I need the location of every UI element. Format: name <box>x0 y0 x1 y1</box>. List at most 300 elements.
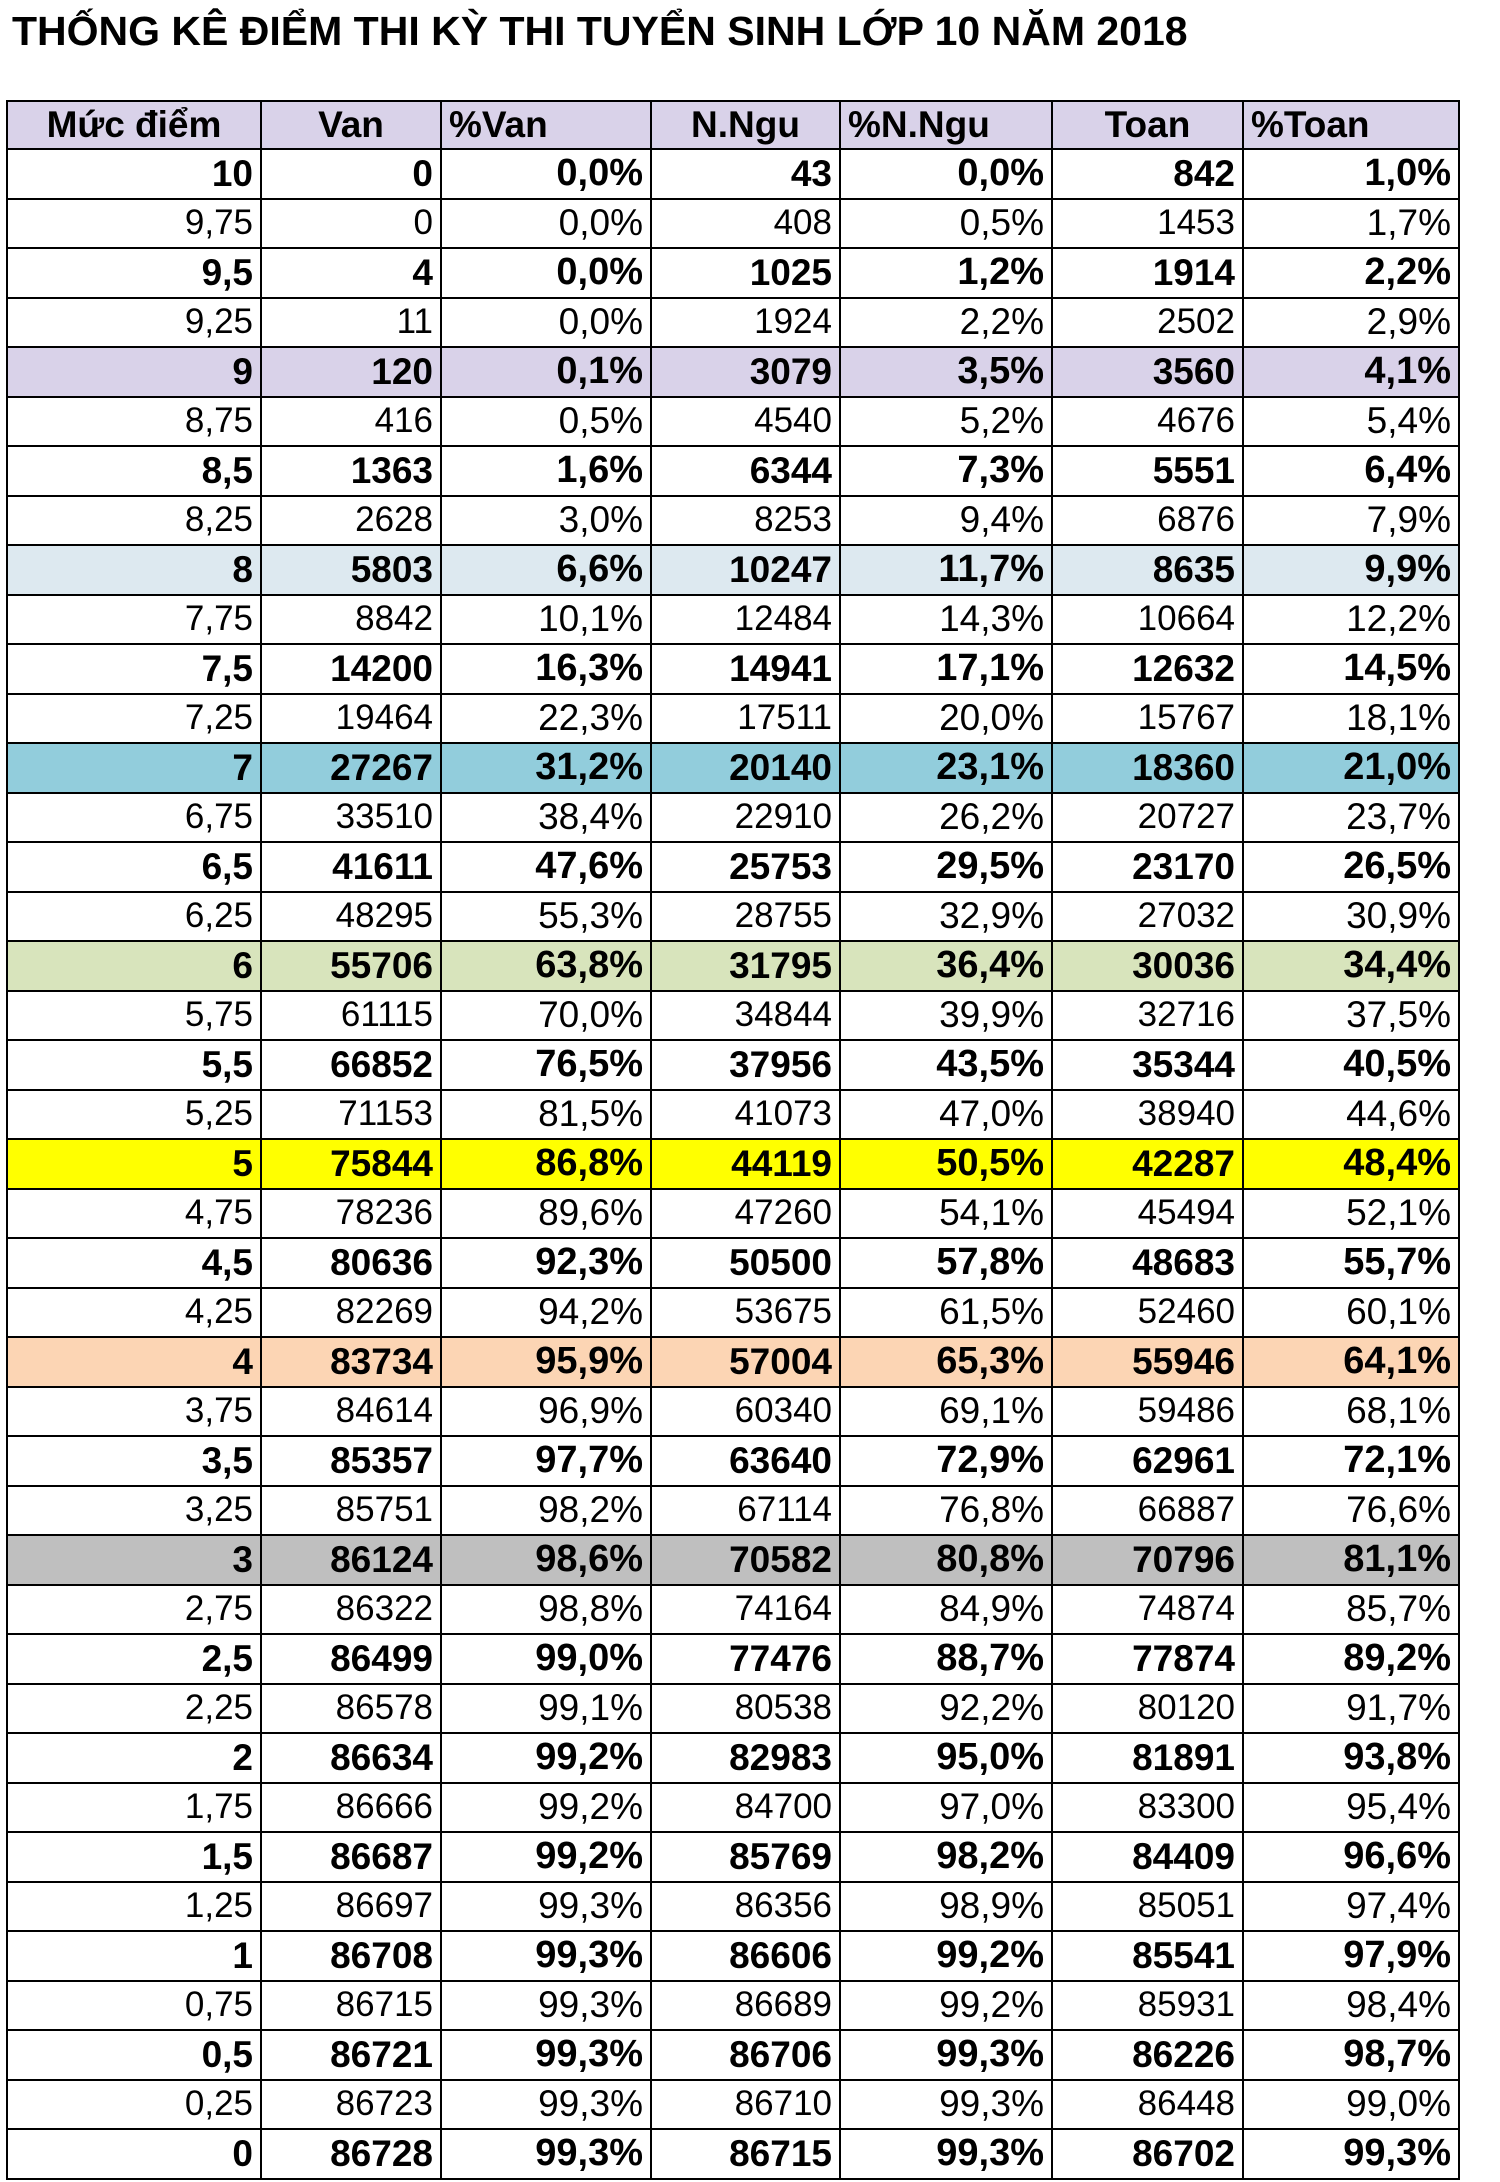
cell-van: 1363 <box>261 446 441 496</box>
cell-pct-toan: 4,1% <box>1243 347 1459 397</box>
column-header-pct-n-ngu: %N.Ngu <box>840 101 1052 149</box>
cell-toan: 55946 <box>1052 1337 1243 1387</box>
cell-pct-van: 99,3% <box>441 1882 651 1932</box>
cell-van: 86322 <box>261 1585 441 1635</box>
cell-pct-van: 0,0% <box>441 248 651 298</box>
table-row <box>7 248 1459 298</box>
cell-pct-van: 38,4% <box>441 793 651 843</box>
cell-pct-toan: 6,4% <box>1243 446 1459 496</box>
cell-toan: 85931 <box>1052 1981 1243 2031</box>
cell-n-ngu: 82983 <box>651 1733 840 1783</box>
cell-pct-toan: 2,2% <box>1243 248 1459 298</box>
table-row <box>7 545 1459 595</box>
cell-muc-diem: 1,25 <box>7 1882 261 1932</box>
cell-pct-toan: 60,1% <box>1243 1288 1459 1338</box>
cell-van: 0 <box>261 199 441 249</box>
cell-muc-diem: 7,25 <box>7 694 261 744</box>
cell-pct-n-ngu: 88,7% <box>840 1634 1052 1684</box>
cell-muc-diem: 9 <box>7 347 261 397</box>
cell-pct-toan: 72,1% <box>1243 1436 1459 1486</box>
cell-n-ngu: 4540 <box>651 397 840 447</box>
cell-pct-toan: 52,1% <box>1243 1189 1459 1239</box>
cell-muc-diem: 8,5 <box>7 446 261 496</box>
cell-pct-toan: 96,6% <box>1243 1832 1459 1882</box>
cell-pct-n-ngu: 99,3% <box>840 2080 1052 2130</box>
cell-muc-diem: 6,75 <box>7 793 261 843</box>
cell-pct-van: 3,0% <box>441 496 651 546</box>
cell-pct-toan: 21,0% <box>1243 743 1459 793</box>
table-row <box>7 397 1459 447</box>
cell-n-ngu: 408 <box>651 199 840 249</box>
cell-toan: 74874 <box>1052 1585 1243 1635</box>
cell-muc-diem: 8,75 <box>7 397 261 447</box>
cell-van: 86697 <box>261 1882 441 1932</box>
cell-pct-n-ngu: 99,2% <box>840 1931 1052 1981</box>
cell-pct-toan: 76,6% <box>1243 1486 1459 1536</box>
cell-pct-n-ngu: 61,5% <box>840 1288 1052 1338</box>
cell-n-ngu: 86706 <box>651 2030 840 2080</box>
table-row <box>7 347 1459 397</box>
cell-pct-toan: 7,9% <box>1243 496 1459 546</box>
cell-pct-n-ngu: 17,1% <box>840 644 1052 694</box>
cell-muc-diem: 3,75 <box>7 1387 261 1437</box>
cell-n-ngu: 53675 <box>651 1288 840 1338</box>
table-row <box>7 1090 1459 1140</box>
cell-pct-toan: 85,7% <box>1243 1585 1459 1635</box>
cell-van: 120 <box>261 347 441 397</box>
cell-pct-van: 0,5% <box>441 397 651 447</box>
cell-van: 86723 <box>261 2080 441 2130</box>
cell-pct-n-ngu: 43,5% <box>840 1040 1052 1090</box>
cell-toan: 20727 <box>1052 793 1243 843</box>
cell-van: 86578 <box>261 1684 441 1734</box>
cell-pct-n-ngu: 36,4% <box>840 941 1052 991</box>
cell-pct-n-ngu: 97,0% <box>840 1783 1052 1833</box>
cell-pct-van: 31,2% <box>441 743 651 793</box>
cell-toan: 10664 <box>1052 595 1243 645</box>
cell-n-ngu: 37956 <box>651 1040 840 1090</box>
cell-toan: 66887 <box>1052 1486 1243 1536</box>
cell-muc-diem: 7 <box>7 743 261 793</box>
cell-pct-toan: 9,9% <box>1243 545 1459 595</box>
cell-toan: 18360 <box>1052 743 1243 793</box>
cell-pct-van: 94,2% <box>441 1288 651 1338</box>
table-row <box>7 694 1459 744</box>
cell-n-ngu: 80538 <box>651 1684 840 1734</box>
cell-pct-toan: 23,7% <box>1243 793 1459 843</box>
table-row <box>7 1832 1459 1882</box>
column-header-pct-van: %Van <box>441 101 651 149</box>
table-row <box>7 1288 1459 1338</box>
cell-pct-van: 95,9% <box>441 1337 651 1387</box>
cell-pct-toan: 99,3% <box>1243 2129 1459 2179</box>
table-row <box>7 1684 1459 1734</box>
cell-toan: 45494 <box>1052 1189 1243 1239</box>
cell-pct-toan: 97,9% <box>1243 1931 1459 1981</box>
cell-toan: 81891 <box>1052 1733 1243 1783</box>
cell-pct-toan: 37,5% <box>1243 991 1459 1041</box>
cell-muc-diem: 6,25 <box>7 892 261 942</box>
cell-n-ngu: 43 <box>651 149 840 199</box>
cell-pct-toan: 55,7% <box>1243 1238 1459 1288</box>
cell-muc-diem: 9,25 <box>7 298 261 348</box>
cell-toan: 86702 <box>1052 2129 1243 2179</box>
cell-pct-n-ngu: 57,8% <box>840 1238 1052 1288</box>
cell-pct-van: 98,8% <box>441 1585 651 1635</box>
cell-n-ngu: 47260 <box>651 1189 840 1239</box>
column-header-n-ngu: N.Ngu <box>651 101 840 149</box>
cell-n-ngu: 60340 <box>651 1387 840 1437</box>
cell-n-ngu: 41073 <box>651 1090 840 1140</box>
cell-pct-n-ngu: 9,4% <box>840 496 1052 546</box>
cell-toan: 83300 <box>1052 1783 1243 1833</box>
cell-toan: 42287 <box>1052 1139 1243 1189</box>
cell-pct-n-ngu: 29,5% <box>840 842 1052 892</box>
cell-pct-toan: 14,5% <box>1243 644 1459 694</box>
cell-van: 83734 <box>261 1337 441 1387</box>
cell-muc-diem: 10 <box>7 149 261 199</box>
cell-pct-n-ngu: 80,8% <box>840 1535 1052 1585</box>
cell-van: 66852 <box>261 1040 441 1090</box>
cell-muc-diem: 1,75 <box>7 1783 261 1833</box>
cell-n-ngu: 25753 <box>651 842 840 892</box>
cell-pct-toan: 95,4% <box>1243 1783 1459 1833</box>
cell-toan: 23170 <box>1052 842 1243 892</box>
cell-muc-diem: 5 <box>7 1139 261 1189</box>
cell-van: 86499 <box>261 1634 441 1684</box>
cell-n-ngu: 86715 <box>651 2129 840 2179</box>
cell-pct-van: 99,3% <box>441 1981 651 2031</box>
cell-toan: 35344 <box>1052 1040 1243 1090</box>
table-row <box>7 743 1459 793</box>
cell-pct-toan: 1,7% <box>1243 199 1459 249</box>
table-row <box>7 1733 1459 1783</box>
table-row <box>7 941 1459 991</box>
table-row <box>7 1337 1459 1387</box>
cell-n-ngu: 1025 <box>651 248 840 298</box>
cell-pct-n-ngu: 99,2% <box>840 1981 1052 2031</box>
cell-muc-diem: 0 <box>7 2129 261 2179</box>
table-row <box>7 2080 1459 2130</box>
cell-toan: 842 <box>1052 149 1243 199</box>
column-header-toan: Toan <box>1052 101 1243 149</box>
cell-van: 14200 <box>261 644 441 694</box>
cell-n-ngu: 84700 <box>651 1783 840 1833</box>
cell-pct-n-ngu: 50,5% <box>840 1139 1052 1189</box>
cell-toan: 85541 <box>1052 1931 1243 1981</box>
cell-toan: 38940 <box>1052 1090 1243 1140</box>
cell-n-ngu: 85769 <box>651 1832 840 1882</box>
cell-pct-toan: 98,4% <box>1243 1981 1459 2031</box>
cell-muc-diem: 1,5 <box>7 1832 261 1882</box>
cell-pct-n-ngu: 20,0% <box>840 694 1052 744</box>
column-header-pct-toan: %Toan <box>1243 101 1459 149</box>
cell-van: 19464 <box>261 694 441 744</box>
cell-van: 86687 <box>261 1832 441 1882</box>
table-row <box>7 298 1459 348</box>
cell-muc-diem: 4,5 <box>7 1238 261 1288</box>
cell-muc-diem: 2,75 <box>7 1585 261 1635</box>
cell-muc-diem: 0,75 <box>7 1981 261 2031</box>
cell-pct-n-ngu: 26,2% <box>840 793 1052 843</box>
cell-toan: 27032 <box>1052 892 1243 942</box>
cell-pct-toan: 98,7% <box>1243 2030 1459 2080</box>
cell-n-ngu: 6344 <box>651 446 840 496</box>
cell-pct-n-ngu: 1,2% <box>840 248 1052 298</box>
cell-muc-diem: 7,5 <box>7 644 261 694</box>
cell-n-ngu: 86710 <box>651 2080 840 2130</box>
cell-van: 86708 <box>261 1931 441 1981</box>
table-row <box>7 1436 1459 1486</box>
cell-muc-diem: 5,75 <box>7 991 261 1041</box>
cell-pct-van: 81,5% <box>441 1090 651 1140</box>
cell-pct-n-ngu: 0,5% <box>840 199 1052 249</box>
score-statistics-table <box>6 100 1460 2180</box>
cell-pct-van: 99,0% <box>441 1634 651 1684</box>
cell-toan: 77874 <box>1052 1634 1243 1684</box>
cell-muc-diem: 9,75 <box>7 199 261 249</box>
cell-pct-n-ngu: 47,0% <box>840 1090 1052 1140</box>
cell-pct-toan: 2,9% <box>1243 298 1459 348</box>
table-row <box>7 1139 1459 1189</box>
cell-muc-diem: 4,25 <box>7 1288 261 1338</box>
cell-van: 75844 <box>261 1139 441 1189</box>
table-header-row <box>7 101 1459 149</box>
cell-muc-diem: 3,5 <box>7 1436 261 1486</box>
cell-muc-diem: 4,75 <box>7 1189 261 1239</box>
table-row <box>7 1783 1459 1833</box>
table-row <box>7 446 1459 496</box>
cell-toan: 1453 <box>1052 199 1243 249</box>
cell-muc-diem: 6 <box>7 941 261 991</box>
cell-muc-diem: 5,25 <box>7 1090 261 1140</box>
cell-pct-van: 99,3% <box>441 2129 651 2179</box>
cell-n-ngu: 77476 <box>651 1634 840 1684</box>
cell-toan: 1914 <box>1052 248 1243 298</box>
table-row <box>7 1040 1459 1090</box>
cell-n-ngu: 12484 <box>651 595 840 645</box>
cell-pct-van: 89,6% <box>441 1189 651 1239</box>
cell-pct-van: 86,8% <box>441 1139 651 1189</box>
cell-toan: 6876 <box>1052 496 1243 546</box>
cell-pct-van: 99,3% <box>441 2030 651 2080</box>
cell-n-ngu: 31795 <box>651 941 840 991</box>
cell-pct-toan: 48,4% <box>1243 1139 1459 1189</box>
cell-n-ngu: 44119 <box>651 1139 840 1189</box>
cell-n-ngu: 28755 <box>651 892 840 942</box>
cell-pct-van: 6,6% <box>441 545 651 595</box>
table-row <box>7 1535 1459 1585</box>
cell-n-ngu: 1924 <box>651 298 840 348</box>
cell-n-ngu: 63640 <box>651 1436 840 1486</box>
cell-muc-diem: 4 <box>7 1337 261 1387</box>
table-row <box>7 2129 1459 2179</box>
table-row <box>7 842 1459 892</box>
cell-pct-n-ngu: 98,2% <box>840 1832 1052 1882</box>
cell-pct-toan: 30,9% <box>1243 892 1459 942</box>
page-title: THỐNG KÊ ĐIỂM THI KỲ THI TUYỂN SINH LỚP 10 NĂM 2018 <box>12 8 1188 54</box>
cell-toan: 8635 <box>1052 545 1243 595</box>
cell-muc-diem: 3,25 <box>7 1486 261 1536</box>
cell-n-ngu: 8253 <box>651 496 840 546</box>
cell-muc-diem: 2,25 <box>7 1684 261 1734</box>
cell-muc-diem: 8,25 <box>7 496 261 546</box>
table-row <box>7 1882 1459 1932</box>
cell-van: 48295 <box>261 892 441 942</box>
cell-n-ngu: 3079 <box>651 347 840 397</box>
cell-toan: 52460 <box>1052 1288 1243 1338</box>
cell-n-ngu: 70582 <box>651 1535 840 1585</box>
cell-pct-toan: 68,1% <box>1243 1387 1459 1437</box>
cell-toan: 86226 <box>1052 2030 1243 2080</box>
cell-n-ngu: 57004 <box>651 1337 840 1387</box>
cell-van: 86666 <box>261 1783 441 1833</box>
cell-toan: 5551 <box>1052 446 1243 496</box>
table-row <box>7 2030 1459 2080</box>
cell-van: 4 <box>261 248 441 298</box>
cell-pct-van: 76,5% <box>441 1040 651 1090</box>
cell-pct-toan: 99,0% <box>1243 2080 1459 2130</box>
cell-toan: 3560 <box>1052 347 1243 397</box>
cell-pct-van: 0,1% <box>441 347 651 397</box>
cell-pct-n-ngu: 72,9% <box>840 1436 1052 1486</box>
cell-pct-van: 0,0% <box>441 199 651 249</box>
cell-toan: 15767 <box>1052 694 1243 744</box>
cell-toan: 12632 <box>1052 644 1243 694</box>
cell-pct-van: 47,6% <box>441 842 651 892</box>
cell-toan: 85051 <box>1052 1882 1243 1932</box>
cell-pct-van: 0,0% <box>441 298 651 348</box>
cell-pct-van: 99,3% <box>441 2080 651 2130</box>
cell-van: 84614 <box>261 1387 441 1437</box>
cell-pct-van: 99,2% <box>441 1783 651 1833</box>
cell-muc-diem: 6,5 <box>7 842 261 892</box>
table-body <box>7 149 1459 2179</box>
cell-n-ngu: 14941 <box>651 644 840 694</box>
cell-n-ngu: 74164 <box>651 1585 840 1635</box>
column-header-muc-diem: Mức điểm <box>7 101 261 149</box>
cell-van: 78236 <box>261 1189 441 1239</box>
cell-muc-diem: 2 <box>7 1733 261 1783</box>
cell-n-ngu: 22910 <box>651 793 840 843</box>
cell-toan: 2502 <box>1052 298 1243 348</box>
cell-n-ngu: 34844 <box>651 991 840 1041</box>
cell-van: 61115 <box>261 991 441 1041</box>
cell-n-ngu: 67114 <box>651 1486 840 1536</box>
table-row <box>7 199 1459 249</box>
cell-pct-van: 63,8% <box>441 941 651 991</box>
cell-pct-n-ngu: 14,3% <box>840 595 1052 645</box>
cell-n-ngu: 86356 <box>651 1882 840 1932</box>
cell-pct-toan: 44,6% <box>1243 1090 1459 1140</box>
cell-n-ngu: 10247 <box>651 545 840 595</box>
cell-pct-n-ngu: 3,5% <box>840 347 1052 397</box>
table-row <box>7 1981 1459 2031</box>
cell-pct-n-ngu: 99,3% <box>840 2030 1052 2080</box>
cell-pct-van: 97,7% <box>441 1436 651 1486</box>
cell-van: 2628 <box>261 496 441 546</box>
cell-van: 86715 <box>261 1981 441 2031</box>
table-row <box>7 892 1459 942</box>
cell-muc-diem: 2,5 <box>7 1634 261 1684</box>
cell-muc-diem: 1 <box>7 1931 261 1981</box>
cell-pct-van: 99,1% <box>441 1684 651 1734</box>
cell-pct-van: 99,2% <box>441 1733 651 1783</box>
cell-pct-toan: 12,2% <box>1243 595 1459 645</box>
cell-pct-n-ngu: 69,1% <box>840 1387 1052 1437</box>
cell-van: 71153 <box>261 1090 441 1140</box>
cell-muc-diem: 5,5 <box>7 1040 261 1090</box>
cell-van: 86634 <box>261 1733 441 1783</box>
table-row <box>7 1486 1459 1536</box>
table-row <box>7 793 1459 843</box>
cell-pct-toan: 26,5% <box>1243 842 1459 892</box>
cell-n-ngu: 50500 <box>651 1238 840 1288</box>
cell-pct-toan: 97,4% <box>1243 1882 1459 1932</box>
cell-muc-diem: 8 <box>7 545 261 595</box>
cell-pct-n-ngu: 7,3% <box>840 446 1052 496</box>
table-row <box>7 991 1459 1041</box>
cell-pct-toan: 5,4% <box>1243 397 1459 447</box>
cell-pct-n-ngu: 5,2% <box>840 397 1052 447</box>
cell-van: 86721 <box>261 2030 441 2080</box>
cell-toan: 62961 <box>1052 1436 1243 1486</box>
cell-toan: 84409 <box>1052 1832 1243 1882</box>
cell-pct-n-ngu: 99,3% <box>840 2129 1052 2179</box>
cell-van: 33510 <box>261 793 441 843</box>
cell-pct-n-ngu: 92,2% <box>840 1684 1052 1734</box>
cell-pct-van: 99,3% <box>441 1931 651 1981</box>
cell-pct-toan: 64,1% <box>1243 1337 1459 1387</box>
cell-pct-n-ngu: 23,1% <box>840 743 1052 793</box>
cell-pct-n-ngu: 11,7% <box>840 545 1052 595</box>
cell-muc-diem: 7,75 <box>7 595 261 645</box>
cell-pct-toan: 1,0% <box>1243 149 1459 199</box>
cell-van: 416 <box>261 397 441 447</box>
cell-van: 86124 <box>261 1535 441 1585</box>
cell-pct-toan: 18,1% <box>1243 694 1459 744</box>
cell-pct-van: 0,0% <box>441 149 651 199</box>
table-row <box>7 496 1459 546</box>
table-row <box>7 149 1459 199</box>
cell-pct-van: 10,1% <box>441 595 651 645</box>
cell-pct-n-ngu: 65,3% <box>840 1337 1052 1387</box>
cell-van: 85751 <box>261 1486 441 1536</box>
table-row <box>7 1238 1459 1288</box>
cell-pct-van: 96,9% <box>441 1387 651 1437</box>
cell-toan: 86448 <box>1052 2080 1243 2130</box>
cell-pct-toan: 89,2% <box>1243 1634 1459 1684</box>
cell-pct-n-ngu: 39,9% <box>840 991 1052 1041</box>
cell-toan: 59486 <box>1052 1387 1243 1437</box>
cell-n-ngu: 17511 <box>651 694 840 744</box>
cell-toan: 30036 <box>1052 941 1243 991</box>
cell-muc-diem: 9,5 <box>7 248 261 298</box>
cell-pct-van: 22,3% <box>441 694 651 744</box>
table-row <box>7 1387 1459 1437</box>
table-row <box>7 1634 1459 1684</box>
cell-pct-toan: 93,8% <box>1243 1733 1459 1783</box>
cell-van: 0 <box>261 149 441 199</box>
cell-van: 27267 <box>261 743 441 793</box>
cell-van: 55706 <box>261 941 441 991</box>
cell-n-ngu: 86606 <box>651 1931 840 1981</box>
cell-pct-van: 16,3% <box>441 644 651 694</box>
column-header-van: Van <box>261 101 441 149</box>
table-row <box>7 644 1459 694</box>
cell-toan: 4676 <box>1052 397 1243 447</box>
cell-muc-diem: 0,5 <box>7 2030 261 2080</box>
